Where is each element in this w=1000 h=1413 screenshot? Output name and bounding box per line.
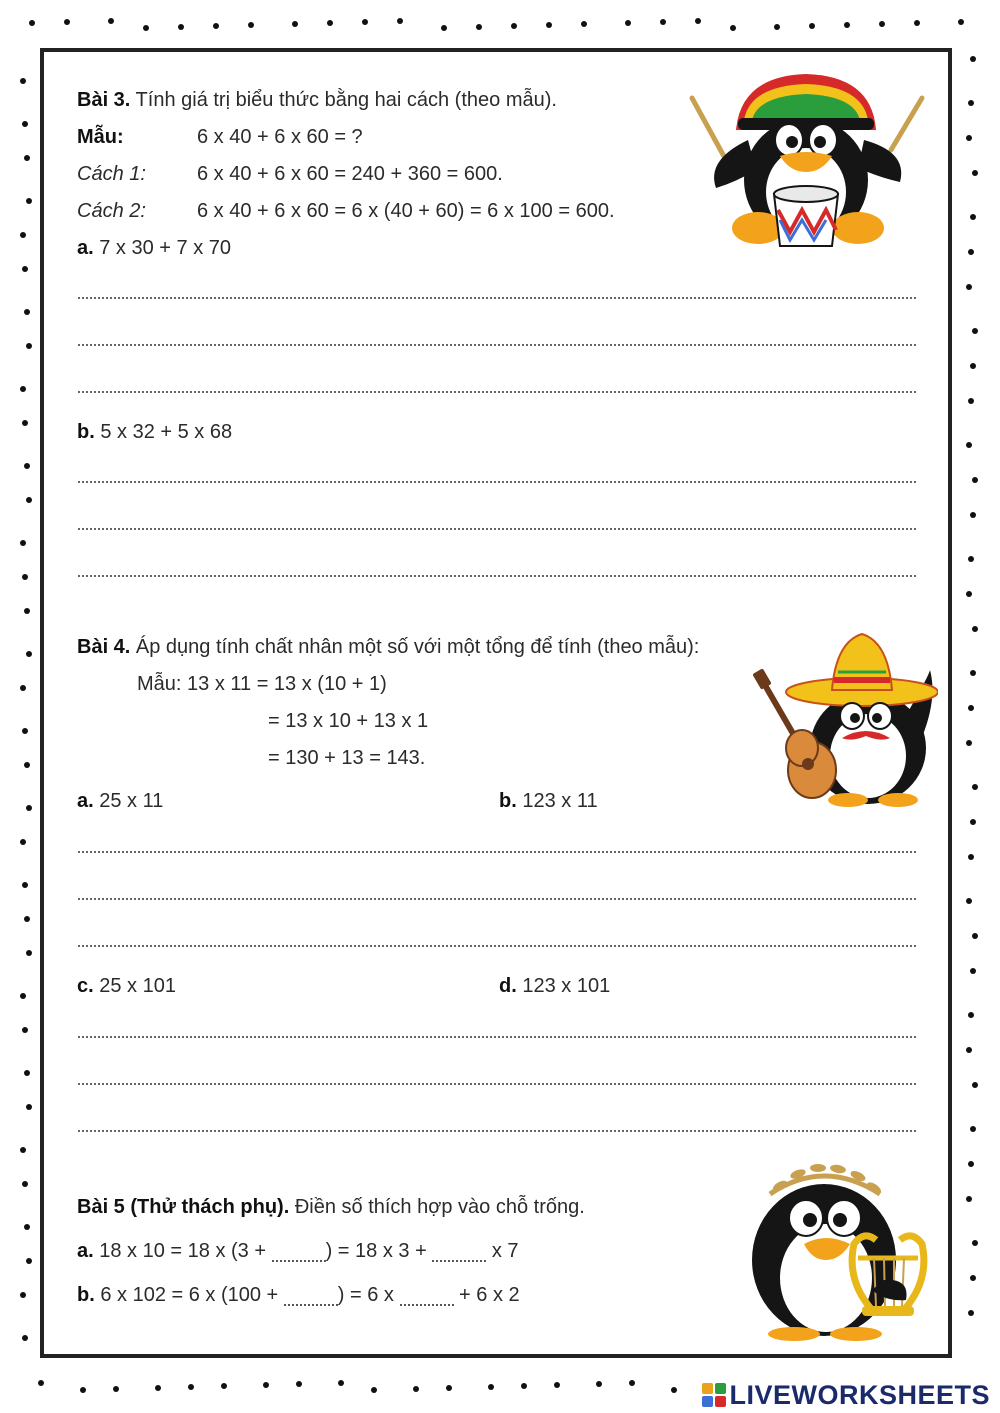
bai5-b-part3: + 6 x 2	[453, 1284, 520, 1306]
border-dot	[22, 1181, 28, 1187]
border-dot	[20, 1292, 26, 1298]
brand-text: LIVEWORKSHEETS	[729, 1379, 990, 1410]
border-dot	[362, 19, 368, 25]
border-dot	[968, 1310, 974, 1316]
border-dot	[596, 1381, 602, 1387]
border-dot	[22, 574, 28, 580]
liveworksheets-logo	[702, 1381, 990, 1409]
border-dot	[296, 1381, 302, 1387]
border-dot	[968, 1161, 974, 1167]
border-dot	[22, 420, 28, 426]
border-dot	[511, 23, 517, 29]
blank-field[interactable]	[432, 1242, 486, 1262]
border-dot	[972, 1240, 978, 1246]
border-dot	[20, 993, 26, 999]
border-dot	[966, 591, 972, 597]
border-dot	[972, 477, 978, 483]
border-dot	[970, 819, 976, 825]
bai3-a-expr: 7 x 30 + 7 x 70	[93, 237, 232, 259]
border-dot	[446, 1385, 452, 1391]
answer-line[interactable]	[78, 391, 916, 393]
border-dot	[38, 1380, 44, 1386]
border-dot	[581, 21, 587, 27]
bai4-mau-line2: = 13 x 10 + 13 x 1	[268, 710, 429, 732]
answer-line[interactable]	[78, 1130, 916, 1132]
bai3-heading	[77, 88, 557, 112]
blank-field[interactable]	[284, 1286, 338, 1306]
border-dot	[20, 232, 26, 238]
answer-line[interactable]	[78, 945, 916, 947]
bai4-b	[499, 789, 598, 813]
bai4-d-expr: 123 x 101	[516, 975, 611, 997]
border-dot	[24, 1224, 30, 1230]
border-dot	[625, 20, 631, 26]
border-dot	[155, 1385, 161, 1391]
border-dot	[24, 155, 30, 161]
border-dot	[20, 540, 26, 546]
border-dot	[879, 21, 885, 27]
border-dot	[966, 1196, 972, 1202]
bai3-cach2-label: Cách 2:	[77, 200, 146, 222]
border-dot	[26, 805, 32, 811]
border-dot	[970, 968, 976, 974]
bai5-a-part3: x 7	[486, 1240, 519, 1262]
border-dot	[24, 608, 30, 614]
bai3-prompt: Tính giá trị biểu thức bằng hai cách (theo mẫu).	[130, 89, 557, 111]
border-dot	[441, 25, 447, 31]
answer-line[interactable]	[78, 898, 916, 900]
bai5-a-label: a.	[77, 1240, 94, 1262]
bai4-c	[77, 974, 176, 998]
bai4-a-expr: 25 x 11	[93, 790, 164, 812]
bai4-a	[77, 789, 163, 813]
bai4-c-label: c.	[77, 975, 94, 997]
bai4-d-label: d.	[499, 975, 517, 997]
border-dot	[143, 25, 149, 31]
blank-field[interactable]	[400, 1286, 454, 1306]
bai5-b-part2: ) = 6 x	[337, 1284, 400, 1306]
border-dot	[488, 1384, 494, 1390]
bai3-cach1-label: Cách 1:	[77, 163, 146, 185]
bai4-a-label: a.	[77, 790, 94, 812]
border-dot	[972, 933, 978, 939]
bai5-b-label: b.	[77, 1284, 95, 1306]
border-dot	[966, 898, 972, 904]
bai4-prompt: Áp dụng tính chất nhân một số với một tổng để tính (theo mẫu):	[130, 636, 700, 658]
border-dot	[26, 198, 32, 204]
border-dot	[970, 512, 976, 518]
blank-field[interactable]	[272, 1242, 326, 1262]
border-dot	[20, 685, 26, 691]
border-dot	[958, 19, 964, 25]
border-dot	[24, 762, 30, 768]
bai4-heading	[77, 635, 699, 659]
border-dot	[26, 343, 32, 349]
border-dot	[968, 556, 974, 562]
answer-line[interactable]	[78, 481, 916, 483]
border-dot	[22, 1027, 28, 1033]
border-dot	[966, 442, 972, 448]
border-dot	[695, 18, 701, 24]
border-dot	[970, 363, 976, 369]
bai5-a-part1: 18 x 10 = 18 x (3 +	[93, 1240, 272, 1262]
bai5-b	[77, 1283, 520, 1307]
border-dot	[22, 121, 28, 127]
bai3-cach2-expr: 6 x 40 + 6 x 60 = 6 x (40 + 60) = 6 x 100 = 600.	[197, 200, 615, 222]
border-dot	[20, 78, 26, 84]
border-dot	[521, 1383, 527, 1389]
border-dot	[914, 20, 920, 26]
border-dot	[64, 19, 70, 25]
border-dot	[972, 328, 978, 334]
border-dot	[730, 25, 736, 31]
penguin-drummer-icon	[686, 70, 926, 252]
border-dot	[968, 854, 974, 860]
border-dot	[554, 1382, 560, 1388]
liveworksheets-mark-icon	[702, 1383, 726, 1407]
border-dot	[671, 1387, 677, 1393]
border-dot	[966, 740, 972, 746]
border-dot	[338, 1380, 344, 1386]
border-dot	[26, 1104, 32, 1110]
border-dot	[972, 626, 978, 632]
bai4-mau-line1: Mẫu: 13 x 11 = 13 x (10 + 1)	[137, 673, 387, 695]
border-dot	[113, 1386, 119, 1392]
bai5-heading	[77, 1195, 585, 1219]
border-dot	[629, 1380, 635, 1386]
border-dot	[546, 22, 552, 28]
bai4-d	[499, 974, 610, 998]
border-dot	[24, 463, 30, 469]
border-dot	[397, 18, 403, 24]
border-dot	[972, 170, 978, 176]
border-dot	[26, 651, 32, 657]
border-dot	[292, 21, 298, 27]
border-dot	[178, 24, 184, 30]
bai3-mau-expr: 6 x 40 + 6 x 60 = ?	[197, 126, 363, 148]
border-dot	[966, 1047, 972, 1053]
border-dot	[972, 784, 978, 790]
border-dot	[327, 20, 333, 26]
border-dot	[968, 398, 974, 404]
border-dot	[970, 214, 976, 220]
border-dot	[24, 916, 30, 922]
border-dot	[774, 24, 780, 30]
bai4-mau-line3: = 130 + 13 = 143.	[268, 747, 426, 769]
border-dot	[108, 18, 114, 24]
border-dot	[213, 23, 219, 29]
border-dot	[24, 1070, 30, 1076]
bai3-mau-label: Mẫu:	[77, 126, 124, 148]
bai5-prompt: Điền số thích hợp vào chỗ trống.	[289, 1196, 585, 1218]
bai4-b-expr: 123 x 11	[516, 790, 598, 812]
border-dot	[22, 1335, 28, 1341]
bai5-a-part2: ) = 18 x 3 +	[325, 1240, 433, 1262]
answer-line[interactable]	[78, 1036, 916, 1038]
bai3-title: Bài 3.	[77, 89, 131, 111]
border-dot	[221, 1383, 227, 1389]
border-dot	[22, 728, 28, 734]
border-dot	[371, 1387, 377, 1393]
answer-line[interactable]	[78, 528, 916, 530]
answer-line[interactable]	[78, 1083, 916, 1085]
bai3-a	[77, 236, 231, 260]
border-dot	[809, 23, 815, 29]
border-dot	[80, 1387, 86, 1393]
bai3-b-label: b.	[77, 421, 95, 443]
border-dot	[22, 266, 28, 272]
answer-line[interactable]	[78, 344, 916, 346]
border-dot	[970, 1126, 976, 1132]
border-dot	[476, 24, 482, 30]
border-dot	[188, 1384, 194, 1390]
bai5-title: Bài 5 (Thử thách phụ).	[77, 1196, 290, 1218]
border-dot	[968, 100, 974, 106]
bai4-title: Bài 4.	[77, 636, 131, 658]
border-dot	[29, 20, 35, 26]
border-dot	[413, 1386, 419, 1392]
answer-line[interactable]	[78, 575, 916, 577]
border-dot	[970, 56, 976, 62]
border-dot	[20, 839, 26, 845]
border-dot	[26, 497, 32, 503]
border-dot	[20, 386, 26, 392]
border-dot	[966, 135, 972, 141]
border-dot	[263, 1382, 269, 1388]
border-dot	[26, 950, 32, 956]
bai3-a-label: a.	[77, 237, 94, 259]
bai3-cach1-expr: 6 x 40 + 6 x 60 = 240 + 360 = 600.	[197, 163, 503, 185]
border-dot	[26, 1258, 32, 1264]
border-dot	[22, 882, 28, 888]
border-dot	[970, 1275, 976, 1281]
border-dot	[968, 249, 974, 255]
border-dot	[844, 22, 850, 28]
bai5-b-part1: 6 x 102 = 6 x (100 +	[94, 1284, 284, 1306]
border-dot	[968, 705, 974, 711]
answer-line[interactable]	[78, 851, 916, 853]
penguin-lyre-laurel-icon	[734, 1160, 938, 1342]
border-dot	[660, 19, 666, 25]
border-dot	[972, 1082, 978, 1088]
bai5-a	[77, 1239, 519, 1263]
bai4-b-label: b.	[499, 790, 517, 812]
bai4-c-expr: 25 x 101	[93, 975, 176, 997]
border-dot	[970, 670, 976, 676]
penguin-guitar-sombrero-icon	[752, 630, 938, 808]
border-dot	[248, 22, 254, 28]
bai3-b	[77, 420, 232, 444]
border-dot	[20, 1147, 26, 1153]
bai3-b-expr: 5 x 32 + 5 x 68	[94, 421, 233, 443]
border-dot	[968, 1012, 974, 1018]
answer-line[interactable]	[78, 297, 916, 299]
border-dot	[24, 309, 30, 315]
border-dot	[966, 284, 972, 290]
